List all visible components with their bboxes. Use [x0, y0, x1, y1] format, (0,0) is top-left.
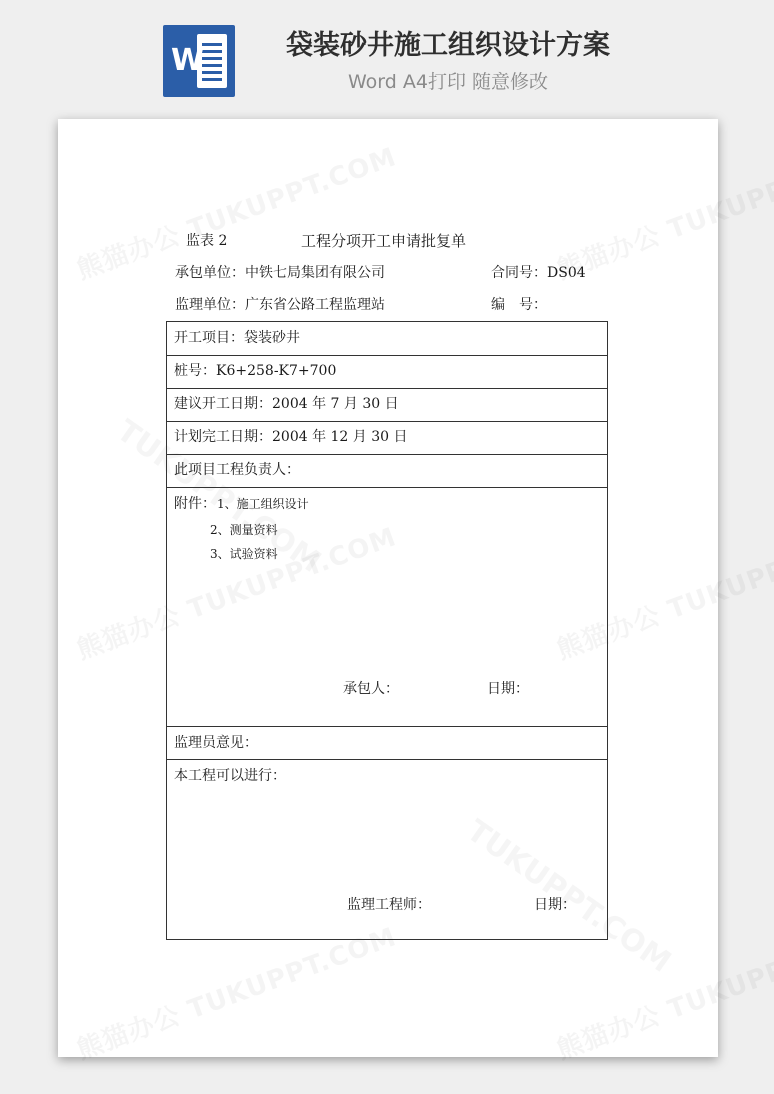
banner-title: 袋装砂井施工组织设计方案	[286, 30, 610, 61]
start-date-label: 建议开工日期：2004 年 7 月 30 日	[174, 396, 399, 412]
form-row-manager	[167, 454, 607, 488]
opinion-label: 监理员意见：	[174, 735, 258, 751]
supervisor-unit: 监理单位：广东省公路工程监理站	[175, 297, 385, 313]
end-date-label: 计划完工日期：2004 年 12 月 30 日	[174, 429, 408, 445]
contractor-signature-label: 承包人：	[343, 681, 399, 697]
attachment-item: 3、试验资料	[210, 547, 278, 561]
form-row-start-date	[167, 388, 607, 422]
word-logo-letter: W	[171, 43, 205, 78]
word-icon	[163, 25, 235, 97]
watermark	[73, 922, 400, 1066]
contract-number: 合同号：DS04	[491, 265, 586, 281]
form-row-station	[167, 355, 607, 389]
serial-number: 编 号：	[491, 297, 547, 313]
header-banner	[0, 0, 774, 110]
project-label: 开工项目：袋装砂井	[174, 330, 300, 346]
form-row-project	[167, 322, 607, 356]
engineer-date-label: 日期：	[534, 897, 576, 913]
attachment-item: 1、施工组织设计	[217, 497, 309, 511]
contractor-unit: 承包单位：中铁七局集团有限公司	[175, 265, 385, 281]
engineer-signature-label: 监理工程师：	[347, 897, 431, 913]
approval-form	[166, 321, 608, 940]
form-number: 监表 2	[186, 233, 228, 249]
form-row-approval	[167, 759, 607, 939]
document-title: 工程分项开工申请批复单	[301, 232, 467, 250]
approval-label: 本工程可以进行：	[174, 768, 286, 784]
attachment-item: 2、测量资料	[210, 523, 278, 537]
manager-label: 此项目工程负责人：	[174, 462, 300, 478]
watermark	[553, 142, 774, 286]
form-row-end-date	[167, 421, 607, 455]
banner-subtitle: Word A4打印 随意修改	[347, 71, 548, 93]
form-row-attachments	[167, 487, 607, 727]
document-page	[58, 119, 718, 1057]
contractor-date-label: 日期：	[487, 681, 529, 697]
station-label: 桩号：K6+258-K7+700	[174, 363, 337, 379]
attachments-label: 附件：	[174, 496, 216, 512]
form-row-opinion	[167, 726, 607, 760]
